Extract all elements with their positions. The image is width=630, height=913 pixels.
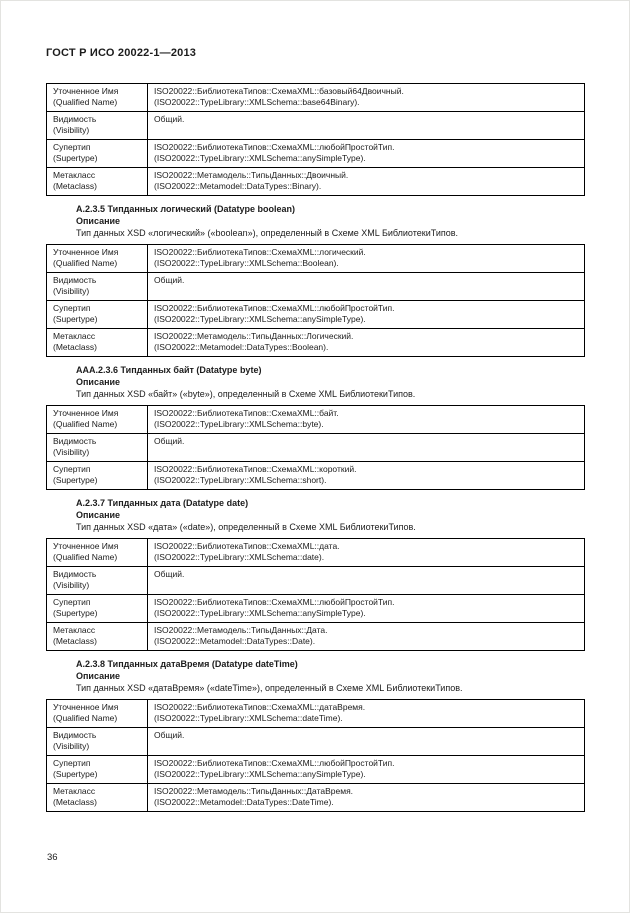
- row-value-line: ISO20022::БиблиотекаТипов::СхемаXML::любойПростойТип.: [154, 142, 395, 152]
- row-label: [47, 784, 148, 812]
- row-label: [47, 539, 148, 567]
- row-label: [47, 112, 148, 140]
- row-label-line: (Visibility): [53, 447, 90, 457]
- section-boolean: [76, 203, 585, 239]
- row-value-line: ISO20022::БиблиотекаТипов::СхемаXML::короткий.: [154, 464, 357, 474]
- table-row: [47, 728, 585, 756]
- table-row: [47, 623, 585, 651]
- row-value-line: (ISO20022::TypeLibrary::XMLSchema::anySimpleType).: [154, 153, 366, 163]
- row-label: [47, 273, 148, 301]
- document-title: ГОСТ Р ИСО 20022-1—2013: [46, 47, 197, 59]
- row-label-line: Супертип: [53, 758, 91, 768]
- row-value: [148, 273, 585, 301]
- row-value-line: ISO20022::БиблиотекаТипов::СхемаXML::датаВремя.: [154, 702, 366, 712]
- table-row: [47, 168, 585, 196]
- row-label-line: Видимость: [53, 275, 97, 285]
- section-subheading: Описание: [76, 671, 121, 681]
- row-label-line: Видимость: [53, 436, 97, 446]
- row-value-line: (ISO20022::TypeLibrary::XMLSchema::date).: [154, 552, 325, 562]
- row-value: [148, 539, 585, 567]
- row-value: [148, 595, 585, 623]
- row-label-line: (Qualified Name): [53, 419, 118, 429]
- table-row: [47, 406, 585, 434]
- row-label-line: Метакласс: [53, 331, 96, 341]
- page-number: 36: [47, 852, 58, 863]
- section-heading: А.2.3.7 Типданных дата (Datatype date): [76, 498, 249, 508]
- row-label-line: Уточненное Имя: [53, 408, 119, 418]
- row-label: [47, 595, 148, 623]
- row-value-line: (ISO20022::TypeLibrary::XMLSchema::byte).: [154, 419, 324, 429]
- row-value-line: Общий.: [154, 114, 185, 124]
- row-label: [47, 245, 148, 273]
- section-date: [76, 497, 585, 533]
- table-row: [47, 756, 585, 784]
- section-description: Тип данных XSD «дата» («date»), определенный в Схеме XML БиблиотекиТипов.: [76, 522, 416, 532]
- row-label-line: (Supertype): [53, 475, 98, 485]
- row-value-line: ISO20022::Метамодель::ТипыДанных::ДатаВремя.: [154, 786, 354, 796]
- row-label: [47, 140, 148, 168]
- row-value: [148, 140, 585, 168]
- row-value: [148, 301, 585, 329]
- row-label-line: Видимость: [53, 114, 97, 124]
- row-label-line: Метакласс: [53, 625, 96, 635]
- row-label-line: Уточненное Имя: [53, 247, 119, 257]
- row-value-line: (ISO20022::Metamodel::DataTypes::DateTime).: [154, 797, 334, 807]
- row-value-line: (ISO20022::TypeLibrary::XMLSchema::Boolean).: [154, 258, 339, 268]
- row-value-line: ISO20022::Метамодель::ТипыДанных::Дата.: [154, 625, 328, 635]
- table-row: [47, 245, 585, 273]
- section-subheading: Описание: [76, 216, 121, 226]
- table-row: [47, 273, 585, 301]
- row-value: [148, 728, 585, 756]
- row-value-line: ISO20022::Метамодель::ТипыДанных::Логический.: [154, 331, 354, 341]
- row-value-line: (ISO20022::TypeLibrary::XMLSchema::dateTime).: [154, 713, 343, 723]
- row-value-line: Общий.: [154, 730, 185, 740]
- row-value: [148, 784, 585, 812]
- row-label-line: (Visibility): [53, 741, 90, 751]
- row-value-line: (ISO20022::Metamodel::DataTypes::Date).: [154, 636, 316, 646]
- row-value-line: ISO20022::БиблиотекаТипов::СхемаXML::базовый64Двоичный.: [154, 86, 404, 96]
- row-label-line: (Qualified Name): [53, 97, 118, 107]
- section-subheading: Описание: [76, 510, 121, 520]
- row-label: [47, 434, 148, 462]
- row-label: [47, 462, 148, 490]
- row-value: [148, 112, 585, 140]
- row-value: [148, 245, 585, 273]
- table-row: [47, 434, 585, 462]
- row-label-line: (Visibility): [53, 580, 90, 590]
- row-value: [148, 434, 585, 462]
- section-description: Тип данных XSD «байт» («byte»), определенный в Схеме XML БиблиотекиТипов.: [76, 389, 416, 399]
- row-label-line: Уточненное Имя: [53, 702, 119, 712]
- row-label: [47, 623, 148, 651]
- row-label: [47, 728, 148, 756]
- datatype-table-date: [46, 538, 585, 651]
- row-value-line: Общий.: [154, 436, 185, 446]
- row-value: [148, 567, 585, 595]
- row-label-line: (Visibility): [53, 286, 90, 296]
- datatype-table-base64binary: [46, 83, 585, 196]
- datatype-table-byte: [46, 405, 585, 490]
- row-label: [47, 84, 148, 112]
- datatype-table-datetime: [46, 699, 585, 812]
- row-value-line: ISO20022::БиблиотекаТипов::СхемаXML::любойПростойТип.: [154, 597, 395, 607]
- row-label: [47, 756, 148, 784]
- table-row: [47, 595, 585, 623]
- row-value-line: ISO20022::БиблиотекаТипов::СхемаXML::логический.: [154, 247, 366, 257]
- row-value-line: ISO20022::БиблиотекаТипов::СхемаXML::дата.: [154, 541, 340, 551]
- section-description: Тип данных XSD «датаВремя» («dateTime»), определенный в Схеме XML БиблиотекиТипов.: [76, 683, 463, 693]
- row-label-line: (Metaclass): [53, 342, 97, 352]
- datatype-table-boolean: [46, 244, 585, 357]
- section-heading: ААА.2.3.6 Типданных байт (Datatype byte): [76, 365, 262, 375]
- table-row: [47, 567, 585, 595]
- row-label-line: Супертип: [53, 597, 91, 607]
- row-label-line: Метакласс: [53, 170, 96, 180]
- row-label-line: (Qualified Name): [53, 552, 118, 562]
- row-value: [148, 406, 585, 434]
- row-value: [148, 700, 585, 728]
- row-value-line: (ISO20022::Metamodel::DataTypes::Boolean).: [154, 342, 329, 352]
- row-value-line: Общий.: [154, 569, 185, 579]
- row-label: [47, 406, 148, 434]
- row-label-line: Видимость: [53, 569, 97, 579]
- page-content: [46, 47, 585, 819]
- row-value: [148, 168, 585, 196]
- row-value-line: Общий.: [154, 275, 185, 285]
- row-label-line: Супертип: [53, 303, 91, 313]
- row-label: [47, 700, 148, 728]
- row-label-line: (Metaclass): [53, 181, 97, 191]
- row-label: [47, 168, 148, 196]
- table-row: [47, 140, 585, 168]
- row-value: [148, 462, 585, 490]
- table-row: [47, 301, 585, 329]
- row-value: [148, 84, 585, 112]
- row-label-line: Уточненное Имя: [53, 541, 119, 551]
- table-row: [47, 539, 585, 567]
- row-value: [148, 623, 585, 651]
- row-label-line: Уточненное Имя: [53, 86, 119, 96]
- row-label-line: (Supertype): [53, 314, 98, 324]
- section-subheading: Описание: [76, 377, 121, 387]
- row-label: [47, 329, 148, 357]
- row-value-line: (ISO20022::TypeLibrary::XMLSchema::anySimpleType).: [154, 769, 366, 779]
- row-label-line: Метакласс: [53, 786, 96, 796]
- section-byte: [76, 364, 585, 400]
- row-label-line: Супертип: [53, 464, 91, 474]
- table-row: [47, 784, 585, 812]
- section-description: Тип данных XSD «логический» («boolean»), определенный в Схеме XML БиблиотекиТипов.: [76, 228, 459, 238]
- row-value-line: (ISO20022::TypeLibrary::XMLSchema::anySimpleType).: [154, 608, 366, 618]
- row-value-line: (ISO20022::TypeLibrary::XMLSchema::anySimpleType).: [154, 314, 366, 324]
- row-label-line: (Visibility): [53, 125, 90, 135]
- row-value-line: ISO20022::Метамодель::ТипыДанных::Двоичный.: [154, 170, 349, 180]
- row-label-line: (Supertype): [53, 153, 98, 163]
- row-value-line: (ISO20022::TypeLibrary::XMLSchema::base64Binary).: [154, 97, 360, 107]
- row-value-line: ISO20022::БиблиотекаТипов::СхемаXML::любойПростойТип.: [154, 758, 395, 768]
- row-label-line: Супертип: [53, 142, 91, 152]
- row-value-line: ISO20022::БиблиотекаТипов::СхемаXML::байт.: [154, 408, 339, 418]
- table-row: [47, 462, 585, 490]
- row-value: [148, 756, 585, 784]
- row-label-line: (Qualified Name): [53, 258, 118, 268]
- row-label-line: Видимость: [53, 730, 97, 740]
- row-value-line: (ISO20022::Metamodel::DataTypes::Binary).: [154, 181, 322, 191]
- section-heading: А.2.3.5 Типданных логический (Datatype boolean): [76, 204, 295, 214]
- row-value: [148, 329, 585, 357]
- row-label-line: (Metaclass): [53, 636, 97, 646]
- section-heading: А.2.3.8 Типданных датаВремя (Datatype dateTime): [76, 659, 298, 669]
- section-datetime: [76, 658, 585, 694]
- row-label-line: (Metaclass): [53, 797, 97, 807]
- table-row: [47, 84, 585, 112]
- row-label: [47, 301, 148, 329]
- row-label-line: (Supertype): [53, 769, 98, 779]
- row-value-line: (ISO20022::TypeLibrary::XMLSchema::short).: [154, 475, 327, 485]
- row-value-line: ISO20022::БиблиотекаТипов::СхемаXML::любойПростойТип.: [154, 303, 395, 313]
- row-label-line: (Qualified Name): [53, 713, 118, 723]
- table-row: [47, 112, 585, 140]
- table-row: [47, 700, 585, 728]
- table-row: [47, 329, 585, 357]
- row-label: [47, 567, 148, 595]
- row-label-line: (Supertype): [53, 608, 98, 618]
